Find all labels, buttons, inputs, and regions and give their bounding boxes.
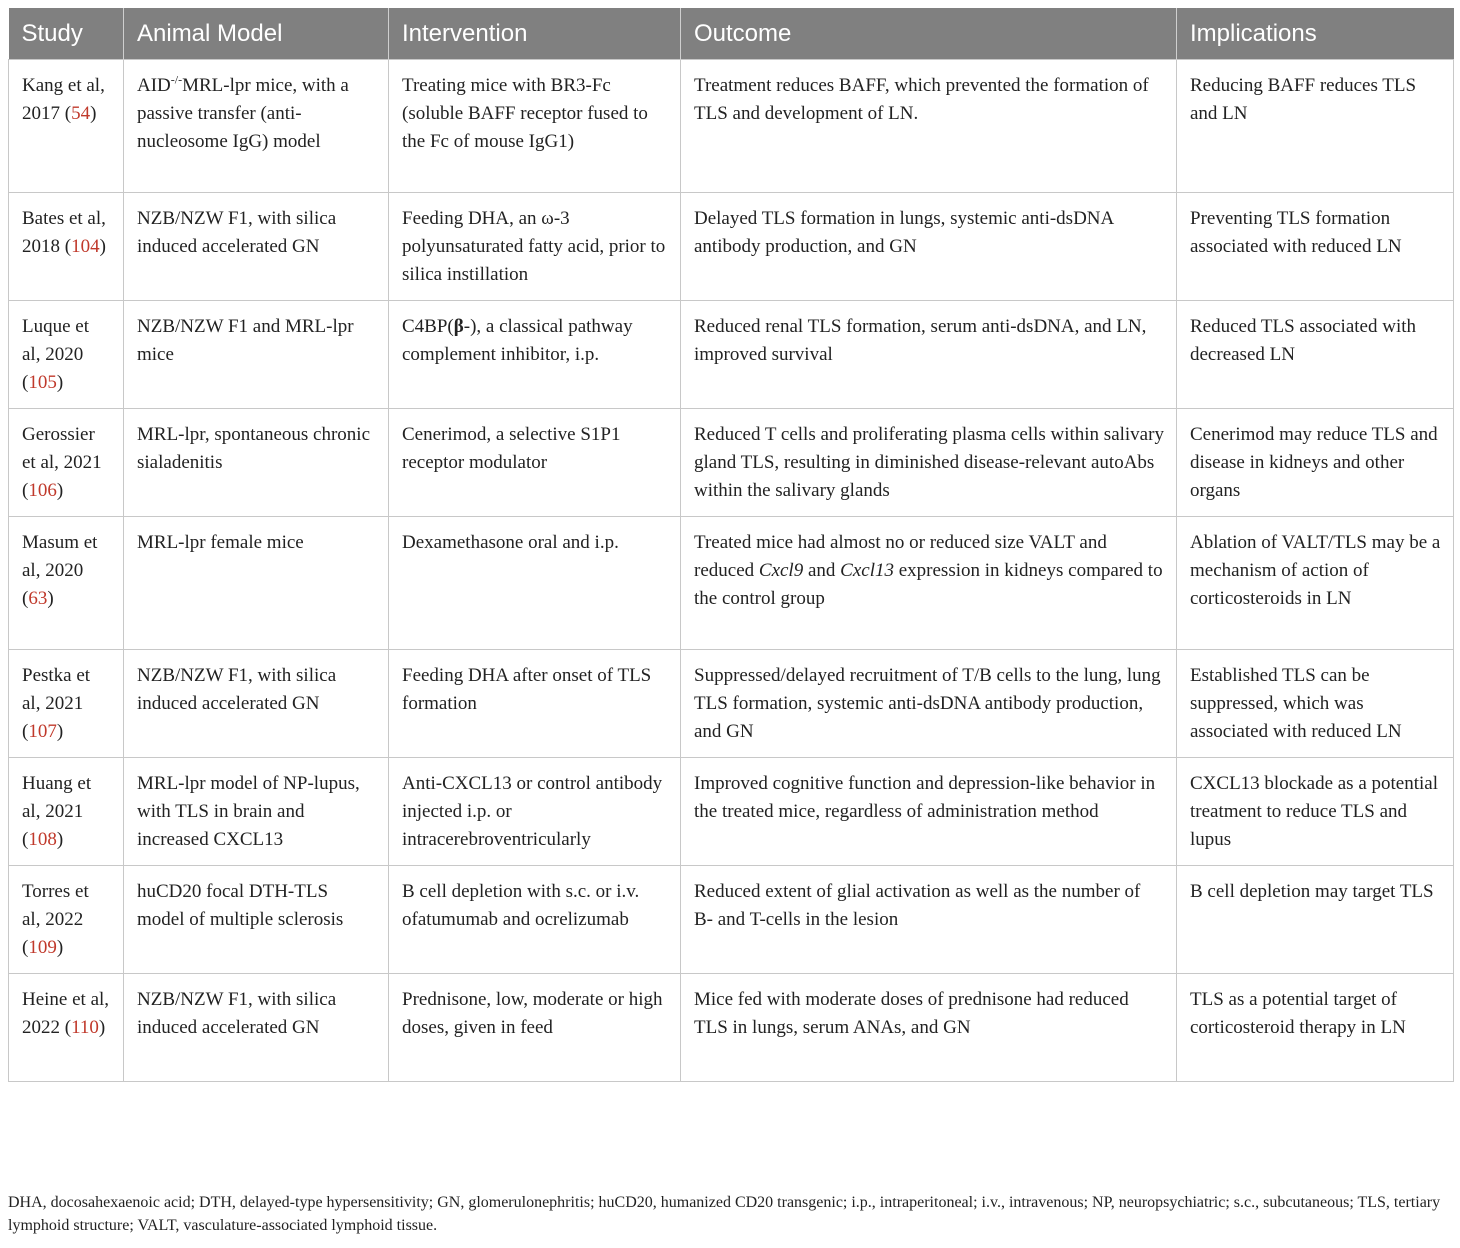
reference-link[interactable]: 54 <box>71 103 91 124</box>
table-row <box>9 866 1454 974</box>
table-row <box>9 301 1454 409</box>
outcome-cell: Reduced renal TLS formation, serum anti-dsDNA, and LN, improved survival <box>681 301 1177 409</box>
implications-cell: Reducing BAFF reduces TLS and LN <box>1177 60 1454 193</box>
outcome-cell: Reduced extent of glial activation as well as the number of B- and T-cells in the lesion <box>681 866 1177 974</box>
table-row <box>9 758 1454 866</box>
header-study: Study <box>9 8 124 60</box>
animal-model-cell: huCD20 focal DTH-TLS model of multiple sclerosis <box>124 866 389 974</box>
animal-model-cell: NZB/NZW F1 and MRL-lpr mice <box>124 301 389 409</box>
header-implications: Implications <box>1177 8 1454 60</box>
study-cell: Pestka et al, 2021 (107) <box>9 650 124 758</box>
table-row <box>9 517 1454 650</box>
table-row <box>9 974 1454 1082</box>
implications-cell: Established TLS can be suppressed, which was associated with reduced LN <box>1177 650 1454 758</box>
implications-cell: CXCL13 blockade as a potential treatment to reduce TLS and lupus <box>1177 758 1454 866</box>
implications-cell: Cenerimod may reduce TLS and disease in kidneys and other organs <box>1177 409 1454 517</box>
study-cell: Heine et al, 2022 (110) <box>9 974 124 1082</box>
study-cell: Gerossier et al, 2021 (106) <box>9 409 124 517</box>
table-row <box>9 409 1454 517</box>
studies-table <box>8 8 1454 1082</box>
header-animal-model: Animal Model <box>124 8 389 60</box>
implications-cell: B cell depletion may target TLS <box>1177 866 1454 974</box>
animal-model-cell: NZB/NZW F1, with silica induced accelerated GN <box>124 974 389 1082</box>
outcome-cell: Treatment reduces BAFF, which prevented the formation of TLS and development of LN. <box>681 60 1177 193</box>
intervention-cell: Feeding DHA, an ω-3 polyunsaturated fatty acid, prior to silica instillation <box>389 193 681 301</box>
reference-link[interactable]: 106 <box>28 480 57 501</box>
study-cell: Luque et al, 2020 (105) <box>9 301 124 409</box>
outcome-cell: Reduced T cells and proliferating plasma cells within salivary gland TLS, resulting in diminished disease-relevant autoAbs within the salivary glands <box>681 409 1177 517</box>
reference-link[interactable]: 109 <box>28 937 57 958</box>
reference-link[interactable]: 107 <box>28 721 57 742</box>
intervention-cell: Treating mice with BR3-Fc (soluble BAFF receptor fused to the Fc of mouse IgG1) <box>389 60 681 193</box>
implications-cell: Preventing TLS formation associated with reduced LN <box>1177 193 1454 301</box>
implications-cell: Ablation of VALT/TLS may be a mechanism of action of corticosteroids in LN <box>1177 517 1454 650</box>
table-row <box>9 650 1454 758</box>
header-intervention: Intervention <box>389 8 681 60</box>
outcome-cell: Improved cognitive function and depression-like behavior in the treated mice, regardless of administration method <box>681 758 1177 866</box>
table-row <box>9 193 1454 301</box>
study-cell: Masum et al, 2020 (63) <box>9 517 124 650</box>
animal-model-cell: MRL-lpr, spontaneous chronic sialadenitis <box>124 409 389 517</box>
table-header-row <box>9 8 1454 60</box>
intervention-cell: Dexamethasone oral and i.p. <box>389 517 681 650</box>
implications-cell: Reduced TLS associated with decreased LN <box>1177 301 1454 409</box>
study-cell: Huang et al, 2021 (108) <box>9 758 124 866</box>
reference-link[interactable]: 105 <box>28 372 57 393</box>
intervention-cell: Cenerimod, a selective S1P1 receptor modulator <box>389 409 681 517</box>
reference-link[interactable]: 104 <box>71 236 100 257</box>
outcome-cell: Delayed TLS formation in lungs, systemic anti-dsDNA antibody production, and GN <box>681 193 1177 301</box>
outcome-cell: Treated mice had almost no or reduced size VALT and reduced Cxcl9 and Cxcl13 expression in kidneys compared to the control group <box>681 517 1177 650</box>
reference-link[interactable]: 63 <box>28 588 48 609</box>
outcome-cell: Mice fed with moderate doses of prednisone had reduced TLS in lungs, serum ANAs, and GN <box>681 974 1177 1082</box>
table-footnote: DHA, docosahexaenoic acid; DTH, delayed-type hypersensitivity; GN, glomerulonephritis; huCD20, humanized CD20 transgenic; i.p., intraperitoneal; i.v., intravenous; NP, neuropsychiatric; s.c., subcutaneous; TLS, tertiary lymphoid structure; VALT, vasculature-associated lymphoid tissue. <box>8 1194 1441 1234</box>
animal-model-cell: MRL-lpr female mice <box>124 517 389 650</box>
intervention-cell: B cell depletion with s.c. or i.v. ofatumumab and ocrelizumab <box>389 866 681 974</box>
animal-model-cell: NZB/NZW F1, with silica induced accelerated GN <box>124 650 389 758</box>
animal-model-cell: MRL-lpr model of NP-lupus, with TLS in brain and increased CXCL13 <box>124 758 389 866</box>
intervention-cell: Prednisone, low, moderate or high doses, given in feed <box>389 974 681 1082</box>
intervention-cell: Feeding DHA after onset of TLS formation <box>389 650 681 758</box>
study-cell: Torres et al, 2022 (109) <box>9 866 124 974</box>
study-cell: Bates et al, 2018 (104) <box>9 193 124 301</box>
study-cell: Kang et al, 2017 (54) <box>9 60 124 193</box>
reference-link[interactable]: 110 <box>71 1017 99 1038</box>
animal-model-cell: AID-/-MRL-lpr mice, with a passive transfer (anti-nucleosome IgG) model <box>124 60 389 193</box>
animal-model-cell: NZB/NZW F1, with silica induced accelerated GN <box>124 193 389 301</box>
intervention-cell: C4BP(β-), a classical pathway complement inhibitor, i.p. <box>389 301 681 409</box>
table-row <box>9 60 1454 193</box>
intervention-cell: Anti-CXCL13 or control antibody injected i.p. or intracerebroventricularly <box>389 758 681 866</box>
header-outcome: Outcome <box>681 8 1177 60</box>
reference-link[interactable]: 108 <box>28 829 57 850</box>
outcome-cell: Suppressed/delayed recruitment of T/B cells to the lung, lung TLS formation, systemic anti-dsDNA antibody production, and GN <box>681 650 1177 758</box>
implications-cell: TLS as a potential target of corticosteroid therapy in LN <box>1177 974 1454 1082</box>
